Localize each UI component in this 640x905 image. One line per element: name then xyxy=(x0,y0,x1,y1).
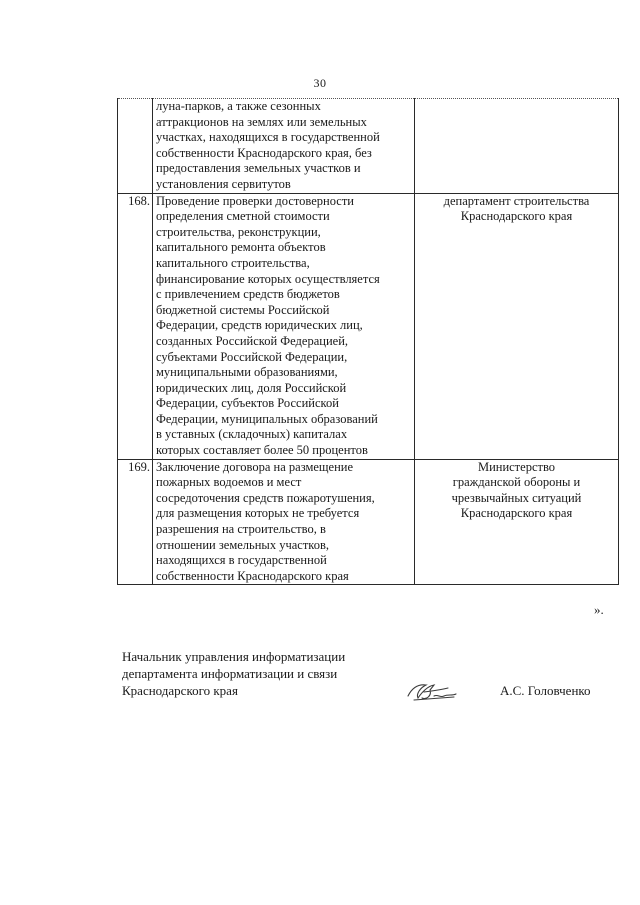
table-row xyxy=(118,193,619,459)
description-line: собственности Краснодарского края, без xyxy=(156,145,372,160)
description-line: собственности Краснодарского края xyxy=(156,568,349,583)
description-line: в уставных (складочных) капиталах xyxy=(156,427,348,442)
signatory-title-line: департамента информатизации и связи xyxy=(122,666,338,681)
description-line: созданных Российской Федерацией, xyxy=(156,333,349,348)
description-line: которых составляет более 50 процентов xyxy=(156,443,368,458)
row-number xyxy=(118,99,153,194)
description-line: Проведение проверки достоверности xyxy=(156,193,354,208)
description-line: отношении земельных участков, xyxy=(156,537,330,552)
signatory-title-line: Краснодарского края xyxy=(122,683,238,698)
page-number: 30 xyxy=(313,76,327,90)
description-line: пожарных водоемов и мест xyxy=(156,475,302,490)
description-line: Федерации, средств юридических лиц, xyxy=(156,318,363,333)
description-line: установления сервитутов xyxy=(156,176,291,191)
table-row xyxy=(118,459,619,585)
service-description xyxy=(153,99,415,194)
description-line: участках, находящихся в государственной xyxy=(156,130,380,145)
signatory-title-line: Начальник управления информатизации xyxy=(122,649,346,664)
description-line: бюджетной системы Российской xyxy=(156,302,330,317)
description-line: Заключение договора на размещение xyxy=(156,459,354,474)
row-number: 169. xyxy=(118,459,153,585)
responsible-authority xyxy=(415,459,619,585)
signatory-title xyxy=(122,648,345,699)
authority-line: департамент строительства xyxy=(443,193,590,208)
description-line: разрешения на строительство, в xyxy=(156,522,326,537)
authority-line: гражданской обороны и xyxy=(452,475,581,490)
row-number: 168. xyxy=(118,193,153,459)
description-line: аттракционов на землях или земельных xyxy=(156,114,367,129)
service-description xyxy=(153,459,415,585)
service-description xyxy=(153,193,415,459)
authority-line: чрезвычайных ситуаций xyxy=(451,490,582,505)
description-line: находящихся в государственной xyxy=(156,553,327,568)
authority-line: Министерство xyxy=(477,459,556,474)
description-line: финансирование которых осуществляется xyxy=(156,271,380,286)
description-line: капитального строительства, xyxy=(156,255,310,270)
description-line: Федерации, субъектов Российской xyxy=(156,396,339,411)
description-line: для размещения которых не требуется xyxy=(156,506,360,521)
description-line: субъектами Российской Федерации, xyxy=(156,349,348,364)
signatory-name: А.С. Головченко xyxy=(500,683,591,698)
description-line: с привлечением средств бюджетов xyxy=(156,287,340,302)
authority-line: Краснодарского края xyxy=(460,209,573,224)
description-line: предоставления земельных участков и xyxy=(156,161,361,176)
description-line: строительства, реконструкции, xyxy=(156,224,321,239)
authority-line: Краснодарского края xyxy=(460,506,573,521)
description-line: луна-парков, а также сезонных xyxy=(156,99,321,113)
description-line: юридических лиц, доля Российской xyxy=(156,380,347,395)
responsible-authority xyxy=(415,99,619,194)
description-line: муниципальными образованиями, xyxy=(156,365,338,380)
description-line: определения сметной стоимости xyxy=(156,209,330,224)
description-line: сосредоточения средств пожаротушения, xyxy=(156,490,375,505)
table-row xyxy=(118,99,619,194)
responsible-authority xyxy=(415,193,619,459)
services-table xyxy=(117,98,619,585)
handwritten-signature xyxy=(404,676,464,706)
closing-quote: ». xyxy=(594,602,604,617)
description-line: Федерации, муниципальных образований xyxy=(156,411,378,426)
description-line: капитального ремонта объектов xyxy=(156,240,326,255)
services-table-body xyxy=(118,99,619,585)
